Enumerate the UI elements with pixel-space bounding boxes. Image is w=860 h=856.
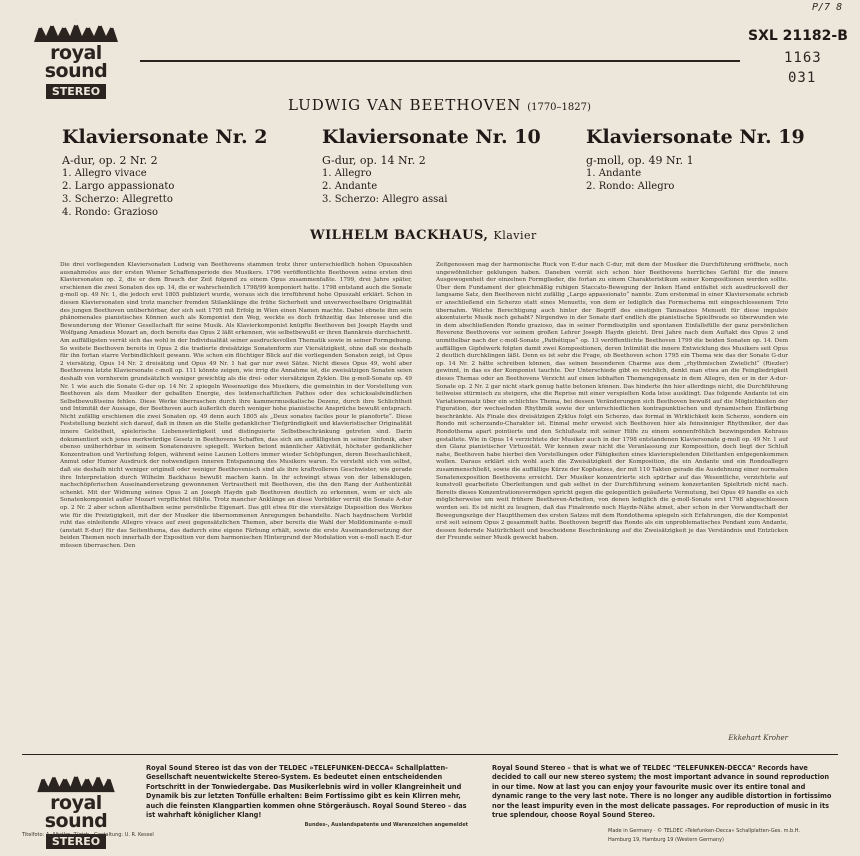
header-rule (140, 60, 740, 62)
catalog-number: SXL 21182-B (748, 28, 848, 44)
sonata-title: Klaviersonate Nr. 2 (62, 126, 268, 148)
movement: 3. Scherzo: Allegro assai (322, 194, 448, 205)
logo-stereo-label: STEREO (46, 84, 106, 99)
sonata-key: A-dur, op. 2 Nr. 2 (62, 154, 158, 167)
sonata-key: g-moll, op. 49 Nr. 1 (586, 154, 694, 167)
sonata-column-1 (62, 126, 302, 219)
movement: 1. Andante (586, 168, 642, 179)
movement: 4. Rondo: Grazioso (62, 207, 159, 218)
corner-mark: P/7 8 (812, 2, 843, 13)
promo-text-german (146, 764, 468, 831)
footer-credits: Titelfoto: A. Altaller, Zürich · Gestaltung: U. R. Kessel (22, 832, 154, 838)
composer-heading (288, 96, 591, 114)
sonata-column-3 (586, 126, 826, 193)
promo-english-body: Royal Sound Stereo – that is what we of TELDEC "TELEFUNKEN-DECCA" Records have decided to call our new stereo system; the most important advance in sound reproduction in our time. Now at last you can enjoy your favourite music over its entire tonal and dynamic range to the very last note. There is no longer any audible distortion in fortissimo nor the least impurity even in the most delicate passages. For reproduction of music in its true splendour, choose Royal Sound Stereo. (492, 764, 832, 820)
sonata-key: G-dur, op. 14 Nr. 2 (322, 154, 426, 167)
performer-name: WILHELM BACKHAUS, (310, 228, 489, 243)
sonata-column-2 (322, 126, 562, 206)
logo-stereo-label: STEREO (46, 834, 106, 849)
movement: 2. Rondo: Allegro (586, 181, 675, 192)
royal-sound-logo-top (22, 18, 130, 99)
promo-text-english (492, 764, 838, 820)
footer-copyright-line2: Hamburg 19, Hamburg 19 (Western Germany) (608, 837, 725, 843)
liner-notes-text: Zeitgenossen mag der harmonische Ruck von E-dur nach C-dur, mit dem der Musiker die Durchführung eröffnete, noch ungewöhnlicher geklungen haben. Daneben verrät sich schon hier Beethovens herrliches Gefühl für die innere Ausgewogenheit der einzelnen Formglieder, die fortan zu einem Charakteristikum seiner Kompositionen werden sollte. Über dem Fundament der gleichmäßig ruhigen Staccato-Bewegung der linken Hand entfaltet sich ausdrucksvoll der langsame Satz, den Beethoven nicht zufällig „Largo appassionato“ nannte. Zum erstenmal in einer Klaviersonate schrieb er anschließend ein Scherzo statt eines Menuetts, von dem er lediglich das Formschema mit eingeschlossenem Trio übernahm. Welche Berechtigung auch hinter der Begriff des einstigen Tanzsatzes Menuett für diese impulsiv akzentuierte Musik noch gehabt? Nirgendwo in der Sonate darf endlich die pianistische Spielfreude so überwunden wie in dem abschließenden Rondo grazioso, das in seiner Formdisziplin und spontanen Einfallsfülle der ganz persönlichen Reverenz Beethovens vor seinem großen Lehrer Joseph Haydn gleicht. Drei Jahre nach dem Auftakt des Opus 2 und unmittelbar nach der c-moll-Sonate „Pathétique“ op. 13 veröffentlichte Beethoven 1799 die beiden Sonaten op. 14. Dem auffälligen Gipfelwerk folgten damit zwei Kompositionen, deren Intimität die innere Entwicklung des Musikers seit Opus 2 deutlich durchklingen läßt. Denn es ist sehr die Frage, ob Beethoven schon 1795 ein Thema wie das der Sonate G-dur op. 14 Nr. 2 hätte schreiben können, das seinen besonderen Charme aus dem „rhythmischen Zwielicht“ (Riezler) gewinnt, in das es der Komponist tauchte. Der Unterschiede gibt es reichlich, denkt man etwa an die Feingliedrigkeit dieses Themas oder an Beethovens Verzicht auf einen lebhaften Themengegensatz in dem Allegro, den er in der A-dur-Sonate op. 2 Nr. 2 gar nicht stark genug hatte betonen können. Das hinderte ihn hier allerdings nicht, die Durchführung teilweise stürmisch zu steigern, ehe die Reprise mit einer verspielten Koda leise ausklingt. Das folgende Andante ist ein Variationensatz über ein schlichtes Thema, bei dessen Veränderungen sich Beethoven bewußt auf die Möglichkeiten der Figuration, der wechselnden Rhythmik sowie der unterschiedlichen kontrapunktischen und dynamischen Einfärbung beschränkte. Als Finale des dreisätzigen Zyklus folgt ein Scherzo, das formal in Wirklichkeit kein Scherzo, sondern ein Rondo mit scherzando-Charakter ist. Einmal mehr erweist sich Beethoven hier als feinsinniger Rhythmiker, der das Rondothema apart pointierte und den Schlußsatz mit seiner Hilfe zu einem sonnenfröhlich bezwingenden Kehraus gestaltete. Wie in Opus 14 verzichtete der Musiker auch in der 1798 entstandenen Klaviersonate g-moll op. 49 Nr. 1 auf den Glanz pianistischer Virtuosität. Wir kennen zwar nicht die Veranlassung zur Komposition, doch liegt der Schluß nahe, Beethoven habe hierbei den Vorstellungen oder Fähigkeiten eines klavierspielenden Dilettanten entgegenkommen wollen. Daraus erklärt sich wohl auch die Zweisätzigkeit der Komposition, die ein Andante und ein Rondoallegro zusammenschließt, sowie die auffällige Kürze der Kopfsatzes, der mit 110 Takten gerade die Ausdehnung einer normalen Sonatenexposition Beethovens erreicht. Der Musiker konzentrierte sich spürbar auf das Wesentliche, verzichtete auf kunstvoll gearbeitete Überleitungen und gab selbst in der Durchführung seinem konzertanten Spieltrieb nicht nach. Bereits dieses Konzentrationsvermögen spricht gegen die gelegentlich geäußerte Vermutung, bei Opus 49 handle es sich möglicherweise um weit frühere Beethoven-Arbeiten, von denen lediglich die g-moll-Sonate erst 1798 abgeschlossen worden sei. Es ist nicht zu leugnen, daß das Finalrondo noch Haydn-Nähe atmet, aber schon in der Verwandtschaft der Bewegungszüge der Hauptthemen des ersten Satzes mit dem Rondothema spiegeln sich Erfahrungen, die der Komponist erst seit seinem Opus 2 gesammelt hatte. Beethoven begriff das Rondo als ein unproblematisches Pendant zum Andante, dessen federnde Natürlichkeit und bescheidene Beschränkung auf die Zweisätzigkeit je das Verständnis und Entzücken der Freunde seiner Musik geweckt haben. (436, 262, 788, 542)
handwritten-number-1: 1163 (784, 50, 822, 66)
movement: 1. Allegro vivace (62, 168, 147, 179)
liner-notes-column-1 (60, 262, 412, 748)
logo-wordmark: royal sound (44, 42, 108, 82)
crown-icon (30, 770, 122, 794)
movement: 2. Largo appassionato (62, 181, 175, 192)
promo-rule (22, 754, 838, 755)
handwritten-number-2: 031 (788, 70, 817, 86)
crown-icon (30, 18, 122, 44)
composer-name: LUDWIG VAN BEETHOVEN (288, 96, 522, 114)
logo-wordmark: royal sound (44, 792, 108, 832)
sonata-title: Klaviersonate Nr. 10 (322, 126, 541, 148)
performer-credit (310, 228, 537, 243)
performer-role: Klavier (493, 229, 537, 242)
footer-copyright-line1: Made in Germany · © TELDEC »Telefunken-Decca« Schallplatten-Ges. m.b.H. (608, 828, 801, 834)
liner-notes-text: Die drei vorliegenden Klaviersonaten Ludwig van Beethovens stammen trotz ihrer unterschiedlich hohen Opuszahlen ausnahmslos aus der ersten Wiener Schaffensperiode des Musikers. 1796 veröffentlichte Beethoven seine ersten drei Klaviersonaten op. 2, die er dem Brauch der Zeit folgend zu einem Opus zusammenfaßte. 1799, drei Jahre später, erschienen die zwei Sonaten des op. 14, die er wahrscheinlich 1798/99 komponiert hatte. 1798 entstand auch die Sonate g-moll op. 49 Nr. 1, die jedoch erst 1805 publiziert wurde, woraus sich die irreführend hohe Opuszahl erklärt. Schon in diesen Klaviersonaten sind trotz mancher fremden Stilanklänge die frühe Sicherheit und unverwechselbare Originalität des jungen Beethoven unüberhörbar, der sich seit 1795 mit Erfolg in Wien einen Namen machte. Dabei ebnete ihm sein phänomenales pianistisches Können auch als Komponist den Weg, weckte es doch frühzeitig das Interesse und die Bewunderung der Wiener Gesellschaft für seine Musik. Als Klavierkomponist knüpfte Beethoven bei Joseph Haydn und Wolfgang Amadeus Mozart an, doch bereits das Opus 2 läßt erkennen, wie selbstbewußt er ihren Bannkreis durchschritt. Am auffälligsten verrät sich das wohl in der Individualität seiner ausdrucksvollen Thematik sowie in seiner Formgebung. So weitete Beethoven bereits in Opus 2 die tradierte dreisätzige Sonatenform zur Viersätzigkeit, ohne daß sie deshalb für ihn fortan starre Verbindlichkeit gewann. Wie schon ein flüchtiger Blick auf die vorliegenden Sonaten zeigt, ist Opus 2 viersätzig, Opus 14 Nr. 2 dreisätzig und Opus 49 Nr. 1 hat gar nur zwei Sätze. Nicht dieses Opus 49, wohl aber Beethovens letzte Klaviersonate c-moll op. 111 könnte zeigen, wie irrig die Annahme ist, die zweisätzigen Sonaten seien deshalb von vornherein grundsätzlich weniger gewichtig als die drei- oder viersätzigen Zyklen. Die g-moll-Sonate op. 49 Nr. 1 wie auch die Sonate G-dur op. 14 Nr. 2 spiegeln Wesenszüge des Musikers, die gemeinhin in der Vorstellung von Beethoven als dem Musiker der geballten Energie, des leidenschaftlichen Pathos oder des schicksalsfeindlichen Selbstbewußtseins fehlen. Diese Werke überraschen durch ihre kammermusikalische Dezenz, durch ihre Schlichtheit und Intimität der Aussage, der Beethoven auch äußerlich durch weniger hohe pianistische Ansprüche bewußt entsprach. Nicht zufällig erschienen die zwei Sonaten op. 49 denn auch 1805 als „Deux sonates faciles pour le pianoforte“. Diese Feststellung bezieht sich darauf, daß in ihnen an die Stelle gedanklicher Tiefgründigkeit und klavieristischer Originalität innere Gelöstheit, spielerische Liebenswürdigkeit und distinguierte Selbstbeschränkung getreten sind. Darin dokumentiert sich jenes merkwürdige Gesetz in Beethovens Schaffen, das sich am auffälligsten in seiner Sinfonik, aber ebenso unüberhörbar in seinem Sonatenœuvre spiegelt. Werken betont männlicher Aktivität, höchster gedanklicher Konzentration und Vertiefung folgen, während seine Launen Lotters immer wieder Schöpfungen, deren Beschaulichkeit, Anmut oder Humor Ausdruck der notwendigen inneren Entspannung des Musikers waren. Es versteht sich von selbst, daß sie deshalb nicht weniger originell oder weniger Beethovenisch sind als ihre kraftvolleren Geschwister, wie gerade ihre Interpretation durch Wilhelm Backhaus bewußt machen kann. In ihr schwingt etwas von der lebensklugen, nachschöpferischen Auseinandersetzung gewonnenen Vertrautheit mit Beethoven, die ihn den Rang der Authentizität schenkt. Mit der Widmung seines Opus 2 an Joseph Haydn gab Beethoven deutlich zu erkennen, wem er sich als Sonatenkomponist außer Mozart verpflichtet fühlte. Trotz mancher Anklänge an diese Vorbilder verrät die Sonate A-dur op. 2 Nr. 2 aber schon allenthalben seine persönliche Eigenart. Das gilt etwa für die viersätzige Disposition des Werkes wie für die Freizügigkeit, mit der der Musiker die übernommenen Anregungen behandelte. Nach haydnschem Vorbild ruht das einleitende Allegro vivace auf zwei gegensätzlichen Themen, aber bereits die Wahl der Molldominante e-moll (anstatt E-dur) für das Seitenthema, das dadurch eine eigene Färbung erhält, sowie die erste Auseinandersetzung der beiden Themen noch innerhalb der Exposition vor dem harmonischen Hintergrund der Modulation von e-moll nach E-dur müssen überraschen. Den (60, 262, 412, 549)
composer-dates: (1770–1827) (527, 102, 591, 113)
movement: 1. Allegro (322, 168, 372, 179)
liner-notes-author: Ekkehart Kroher (728, 734, 788, 742)
liner-notes-column-2 (436, 262, 788, 732)
promo-german-body: Royal Sound Stereo ist das von der TELDEC »TELEFUNKEN-DECCA« Schallplatten-Gesellschaft neuentwickelte Stereo-System. Es bedeutet einen entscheidenden Fortschritt in der Tonwiedergabe. Das Musikerlebnis wird in voller Klangreinheit und Dynamik bis zur letzten Tonfülle erhalten: Beim Fortissimo gibt es kein Klirren mehr, auch die feinsten Klangpartien kommen ohne Störgeräusch. Royal Sound Stereo – das ist wahrhaft königlicher Klang! (146, 764, 467, 820)
promo-german-patent: Bundes-, Auslandspatente und Warenzeichen angemeldet (304, 822, 468, 829)
movement: 3. Scherzo: Allegretto (62, 194, 173, 205)
movement: 2. Andante (322, 181, 378, 192)
sonata-title: Klaviersonate Nr. 19 (586, 126, 805, 148)
